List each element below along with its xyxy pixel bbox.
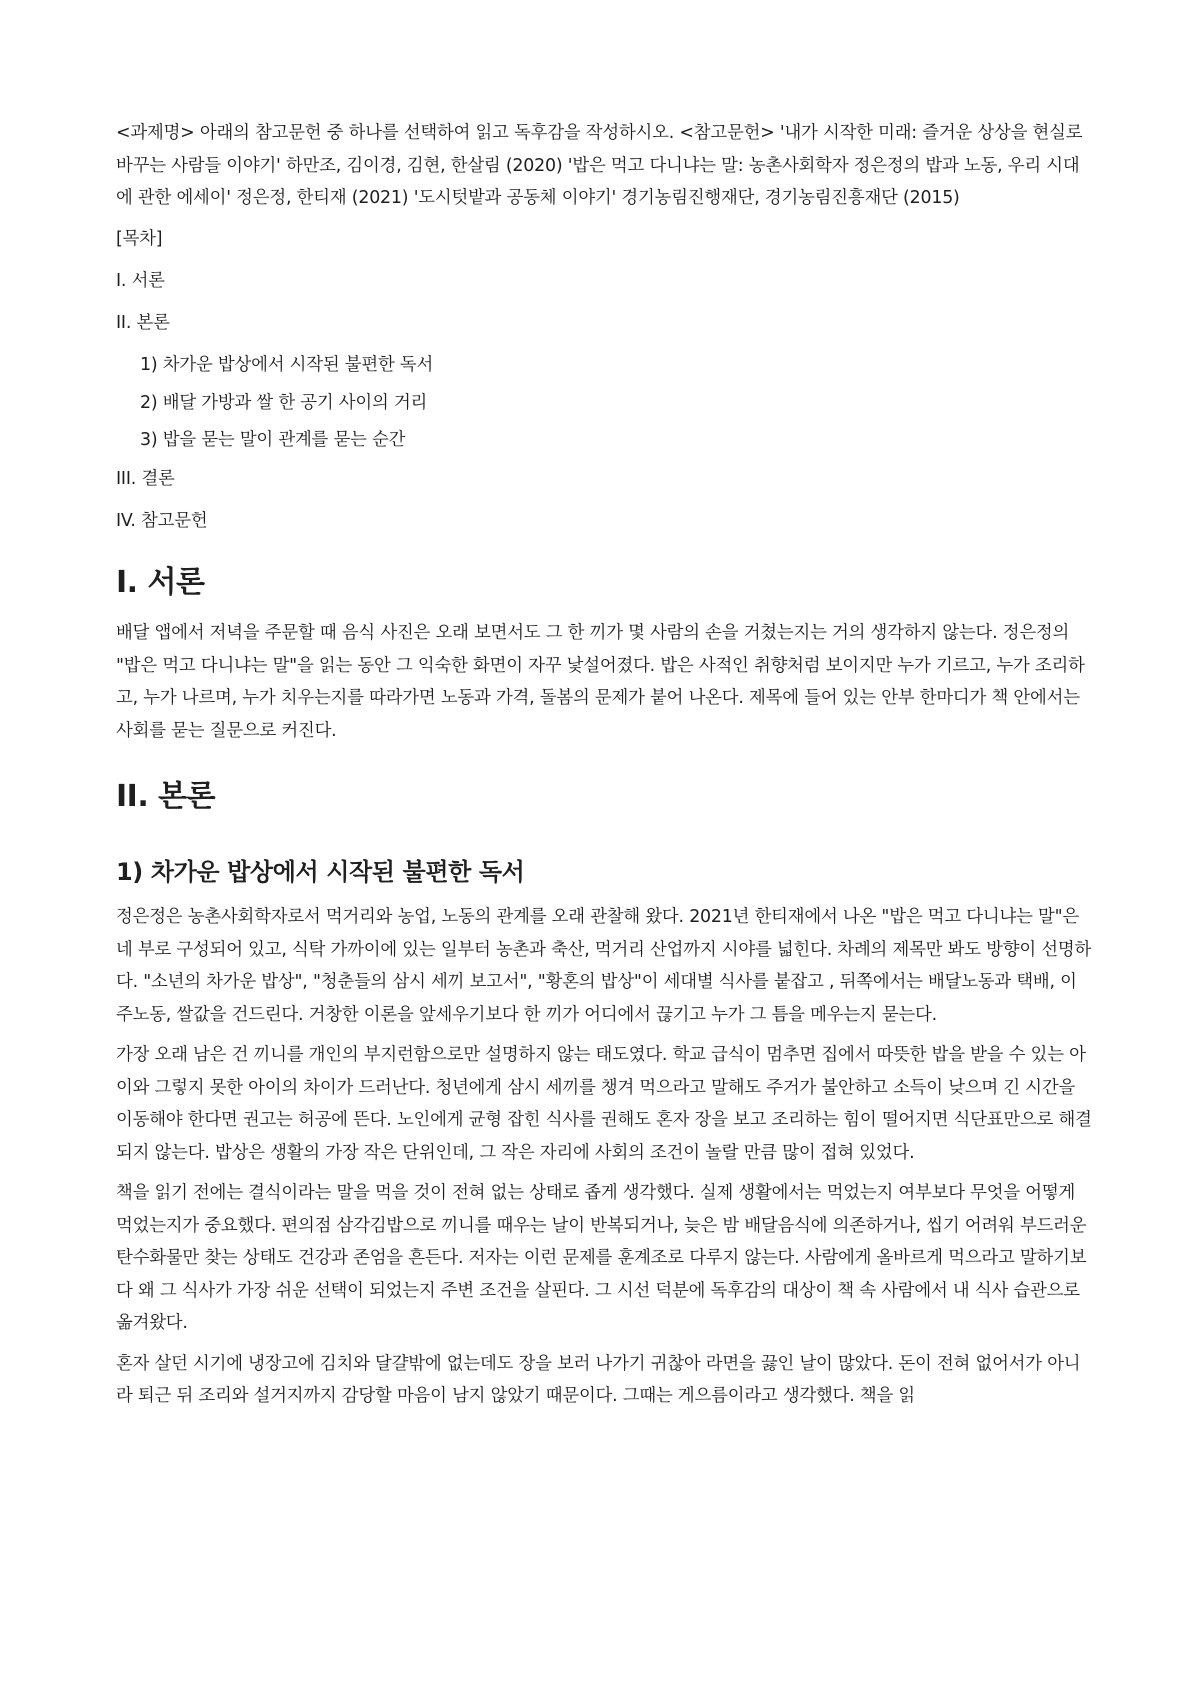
document-page [116, 117, 1092, 1421]
table-of-contents [116, 223, 1092, 542]
toc-subitem-1: 1) 차가운 밥상에서 시작된 불편한 독서 [140, 355, 434, 375]
task-paragraph: <과제명> 아래의 참고문헌 중 하나를 선택하여 읽고 독후감을 작성하시오. <참고문헌> '내가 시작한 미래: 즐거운 상상을 현실로 바꾸는 사람들 이야기' 하만조, 김이경, 김현, 한살림 (2020) '밥은 먹고 다니냐는 말: 농촌사회학자 정은정의 밥과 노동, 우리 시대에 관한 에세이' 정은정, 한티재 (2021) '도시텃밭과 공동체 이야기' 경기농림진행재단, 경기농림진흥재단 (2015) [116, 123, 1083, 208]
toc-item-intro: I. 서론 [116, 271, 165, 291]
toc-subitem-3: 3) 밥을 묻는 말이 관계를 묻는 순간 [140, 430, 406, 450]
toc-subitem-2: 2) 배달 가방과 쌀 한 공기 사이의 거리 [140, 392, 428, 413]
toc-item-conclusion: III. 결론 [116, 469, 175, 489]
intro-paragraph: 배달 앱에서 저녁을 주문할 때 음식 사진은 오래 보면서도 그 한 끼가 몇 사람의 손을 거쳤는지는 거의 생각하지 않는다. 정은정의 "밥은 먹고 다니냐는 말"을 읽는 동안 그 익숙한 화면이 자꾸 낯설어졌다. 밥은 사적인 취향처럼 보이지만 누가 기르고, 누가 조리하고, 누가 나르며, 누가 치우는지를 따라가면 노동과 가격, 돌봄의 문제가 붙어 나온다. 제목에 들어 있는 안부 한마디가 책 안에서는 사회를 묻는 질문으로 커진다. [116, 623, 1085, 741]
section-heading-intro: I. 서론 [116, 565, 205, 600]
toc-item-body: II. 본론 [116, 313, 170, 333]
body-paragraph: 책을 읽기 전에는 결식이라는 말을 먹을 것이 전혀 없는 상태로 좁게 생각했다. 실제 생활에서는 먹었는지 여부보다 무엇을 어떻게 먹었는지가 중요했다. 편의점 삼각김밥으로 끼니를 때우는 날이 반복되거나, 늦은 밤 배달음식에 의존하거나, 씹기 어려워 부드러운 탄수화물만 찾는 상태도 건강과 존엄을 흔든다. 저자는 이런 문제를 훈계조로 다루지 않는다. 사람에게 올바르게 먹으라고 말하기보다 왜 그 식사가 가장 쉬운 선택이 되었는지 주변 조건을 살핀다. 그 시선 덕분에 독후감의 대상이 책 속 사람에서 내 식사 습관으로 옮겨왔다. [116, 1183, 1087, 1333]
body-paragraph: 가장 오래 남은 건 끼니를 개인의 부지런함으로만 설명하지 않는 태도였다. 학교 급식이 멈추면 집에서 따뜻한 밥을 받을 수 있는 아이와 그렇지 못한 아이의 차이가 드러난다. 청년에게 삼시 세끼를 챙겨 먹으라고 말해도 주거가 불안하고 소득이 낮으며 긴 시간을 이동해야 한다면 권고는 허공에 뜬다. 노인에게 균형 잡힌 식사를 권해도 혼자 장을 보고 조리하는 힘이 떨어지면 식단표만으로 해결되지 않는다. 밥상은 생활의 가장 작은 단위인데, 그 작은 자리에 사회의 조건이 놀랄 만큼 많이 접혀 있었다. [116, 1045, 1092, 1163]
subsection-heading-1: 1) 차가운 밥상에서 시작된 불편한 독서 [116, 858, 525, 886]
body-paragraph: 정은정은 농촌사회학자로서 먹거리와 농업, 노동의 관계를 오래 관찰해 왔다. 2021년 한티재에서 나온 "밥은 먹고 다니냐는 말"은 네 부로 구성되어 있고, 식탁 가까이에 있는 일부터 농촌과 축산, 먹거리 산업까지 시야를 넓힌다. 차례의 제목만 봐도 방향이 선명하다. "소년의 차가운 밥상", "청춘들의 삼시 세끼 보고서", "황혼의 밥상"이 세대별 식사를 붙잡고 , 뒤쪽에서는 배달노동과 택배, 이주노동, 쌀값을 건드린다. 거창한 이론을 앞세우기보다 한 끼가 어디에서 끊기고 누가 그 틈을 메우는지 묻는다. [116, 907, 1092, 1025]
toc-item-references: IV. 참고문헌 [116, 511, 208, 531]
body-paragraph: 혼자 살던 시기에 냉장고에 김치와 달걀밖에 없는데도 장을 보러 나가기 귀찮아 라면을 끓인 날이 많았다. 돈이 전혀 없어서가 아니라 퇴근 뒤 조리와 설거지까지 감당할 마음이 남지 않았기 때문이다. 그때는 게으름이라고 생각했다. 책을 읽 [116, 1353, 1081, 1406]
toc-heading: [목차] [116, 228, 163, 249]
section-heading-body: II. 본론 [116, 779, 216, 814]
